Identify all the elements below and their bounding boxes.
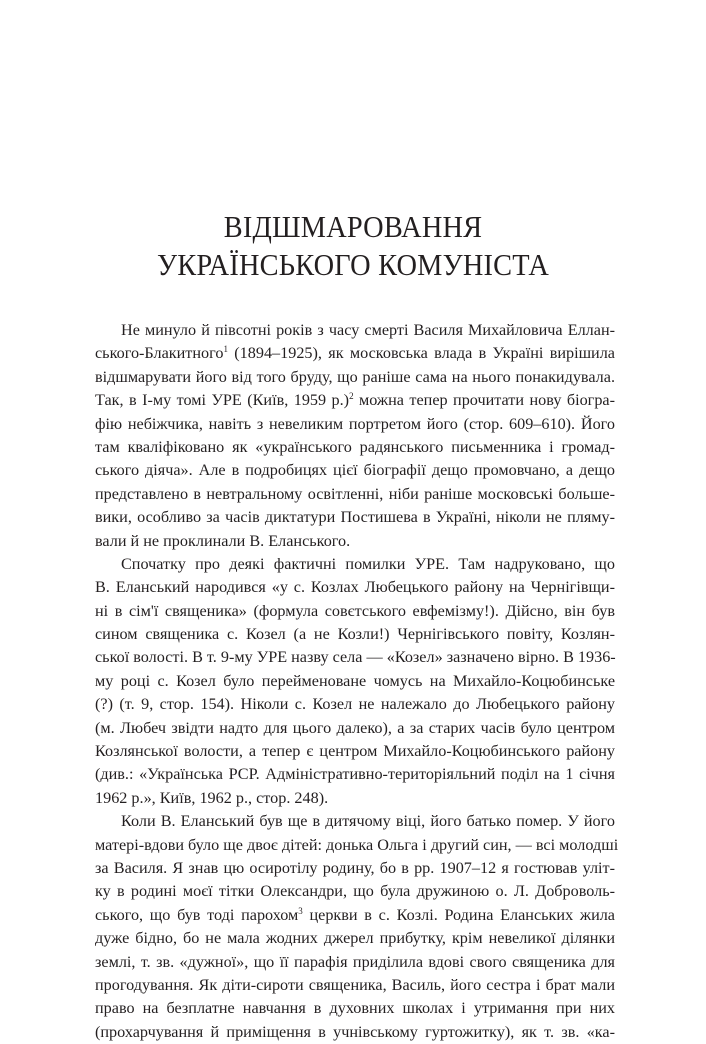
text-run: відшмарувати його від того бруду, що раніше сама на нього понакидувала. [95, 367, 615, 386]
text-run: ку в родині моєї тітки Олександри, що була дружиною о. Л. Доброволь- [95, 882, 615, 901]
text-line [95, 880, 615, 903]
text-run: Козлянської волости, а тепер є центром Михайло-Коцюбинського району [95, 742, 615, 761]
text-run: В. Еланський народився «у с. Козлах Любецького району на Чернігівщи- [95, 578, 615, 597]
text-line [95, 693, 615, 716]
text-run: вики, особливо за часів диктатури Постишева в Україні, ніколи не пляму- [95, 508, 615, 527]
text-line [95, 389, 615, 412]
text-line [95, 366, 615, 389]
paragraph [95, 319, 615, 553]
text-run: ні в сім'ї священика» (формула совєтського евфемізму!). Дійсно, він був [95, 601, 615, 620]
text-line [95, 997, 615, 1020]
text-run: 1962 р.», Київ, 1962 р., стор. 248). [95, 788, 329, 807]
chapter-title-line-1: ВІДШМАРОВАННЯ [223, 210, 483, 244]
text-line [95, 576, 615, 599]
text-run: (м. Любеч звідти надто для цього далеко), а за старих часів було центром [95, 718, 615, 737]
text-run: представлено в невтральному освітленні, ніби раніше московські больше- [95, 484, 615, 503]
text-run: дуже бідно, бо не мала жодних джерел прибутку, крім невеликої ділянки [95, 929, 615, 948]
footnote-marker[interactable]: 2 [349, 391, 354, 402]
text-line [95, 459, 615, 482]
text-line [95, 553, 615, 576]
text-run: (прохарчування й приміщення в учнівському гуртожитку), як т. зв. «ка- [95, 1022, 615, 1041]
text-run: (1894–1925), як московська влада в Україні вирішила [227, 344, 615, 363]
paragraph [95, 810, 619, 1044]
text-run: сином священика с. Козел (а не Козли!) Чернігівського повіту, Козлян- [95, 625, 615, 644]
text-run: (?) (т. 9, стор. 154). Ніколи с. Козел не належало до Любецького району [95, 695, 615, 714]
text-run: Спочатку про деякі фактичні помилки УРЕ. Там надруковано, що [121, 554, 615, 573]
text-line [95, 927, 615, 950]
text-run: Не минуло й півсотні років з часу смерті Василя Михайловича Еллан- [121, 321, 615, 339]
text-run: му році с. Козел було перейменоване чомусь на Михайло-Коцюбинське [95, 671, 615, 690]
text-line [95, 670, 615, 693]
text-run: там кваліфіковано як «українського радянського письменника і громад- [95, 437, 615, 456]
text-run: вали й не проклинали В. Еланського. [95, 531, 351, 550]
text-line [95, 834, 619, 857]
paragraph [95, 553, 615, 810]
text-run: матері-вдови було ще двоє дітей: донька Ольга і другий син, — всі молодші [95, 835, 619, 854]
text-run: за Василя. Я знав цю осиротілу родину, бо в рр. 1907–12 я гостював уліт- [95, 858, 615, 877]
text-line [95, 530, 615, 553]
text-run: ської волості. В т. 9-му УРЕ назву села — «Козел» зазначено вірно. В 1936- [95, 648, 616, 667]
text-line [95, 506, 615, 529]
text-line [95, 974, 615, 997]
text-run: ського-Блакитного [95, 344, 224, 363]
text-line [95, 740, 615, 763]
text-run: Коли В. Еланський був ще в дитячому віці, його батько помер. У його [121, 812, 615, 831]
text-line [95, 904, 615, 927]
text-line [95, 857, 615, 880]
text-line [95, 1021, 615, 1044]
chapter-title [25, 208, 682, 284]
body-text [95, 319, 619, 1044]
text-run: землі, т. зв. «дужної», що її парафія приділила вдові свого священика для [95, 952, 615, 971]
text-line [95, 623, 615, 646]
footnote-marker[interactable]: 3 [298, 905, 303, 916]
text-line [95, 646, 615, 669]
text-line [95, 342, 615, 365]
text-run: ського діяча». Але в подробицях цієї біографії дещо промовчано, а дещо [95, 461, 615, 480]
text-line [95, 436, 615, 459]
text-line [95, 717, 615, 740]
text-line [95, 951, 615, 974]
text-run: церкви в с. Козлі. Родина Еланських жила [302, 905, 615, 924]
text-run: ського, що був тоді парохом [95, 905, 299, 924]
text-line [95, 810, 615, 833]
text-run: право на безплатне навчання в духовних школах і утримання при них [95, 999, 615, 1018]
text-run: фію небіжчика, навіть з невеликим портретом його (стор. 609–610). Його [95, 414, 615, 433]
text-line [95, 787, 615, 810]
chapter-title-line-2: УКРАЇНСЬКОГО КОМУНІСТА [156, 248, 550, 282]
text-line [95, 319, 615, 342]
text-run: можна тепер прочитати нову біогра- [353, 391, 615, 410]
text-run: прогодування. Як діти-сироти священика, Василь, його сестра і брат мали [95, 975, 615, 994]
text-run: (див.: «Українська РСР. Адміністративно-територіяльний поділ на 1 січня [95, 765, 615, 784]
text-run: Так, в І-му томі УРЕ (Київ, 1959 р.) [95, 391, 350, 410]
footnote-marker[interactable]: 1 [223, 344, 228, 355]
text-line [95, 600, 615, 623]
text-line [95, 483, 615, 506]
text-line [95, 413, 615, 436]
text-line [95, 763, 615, 786]
